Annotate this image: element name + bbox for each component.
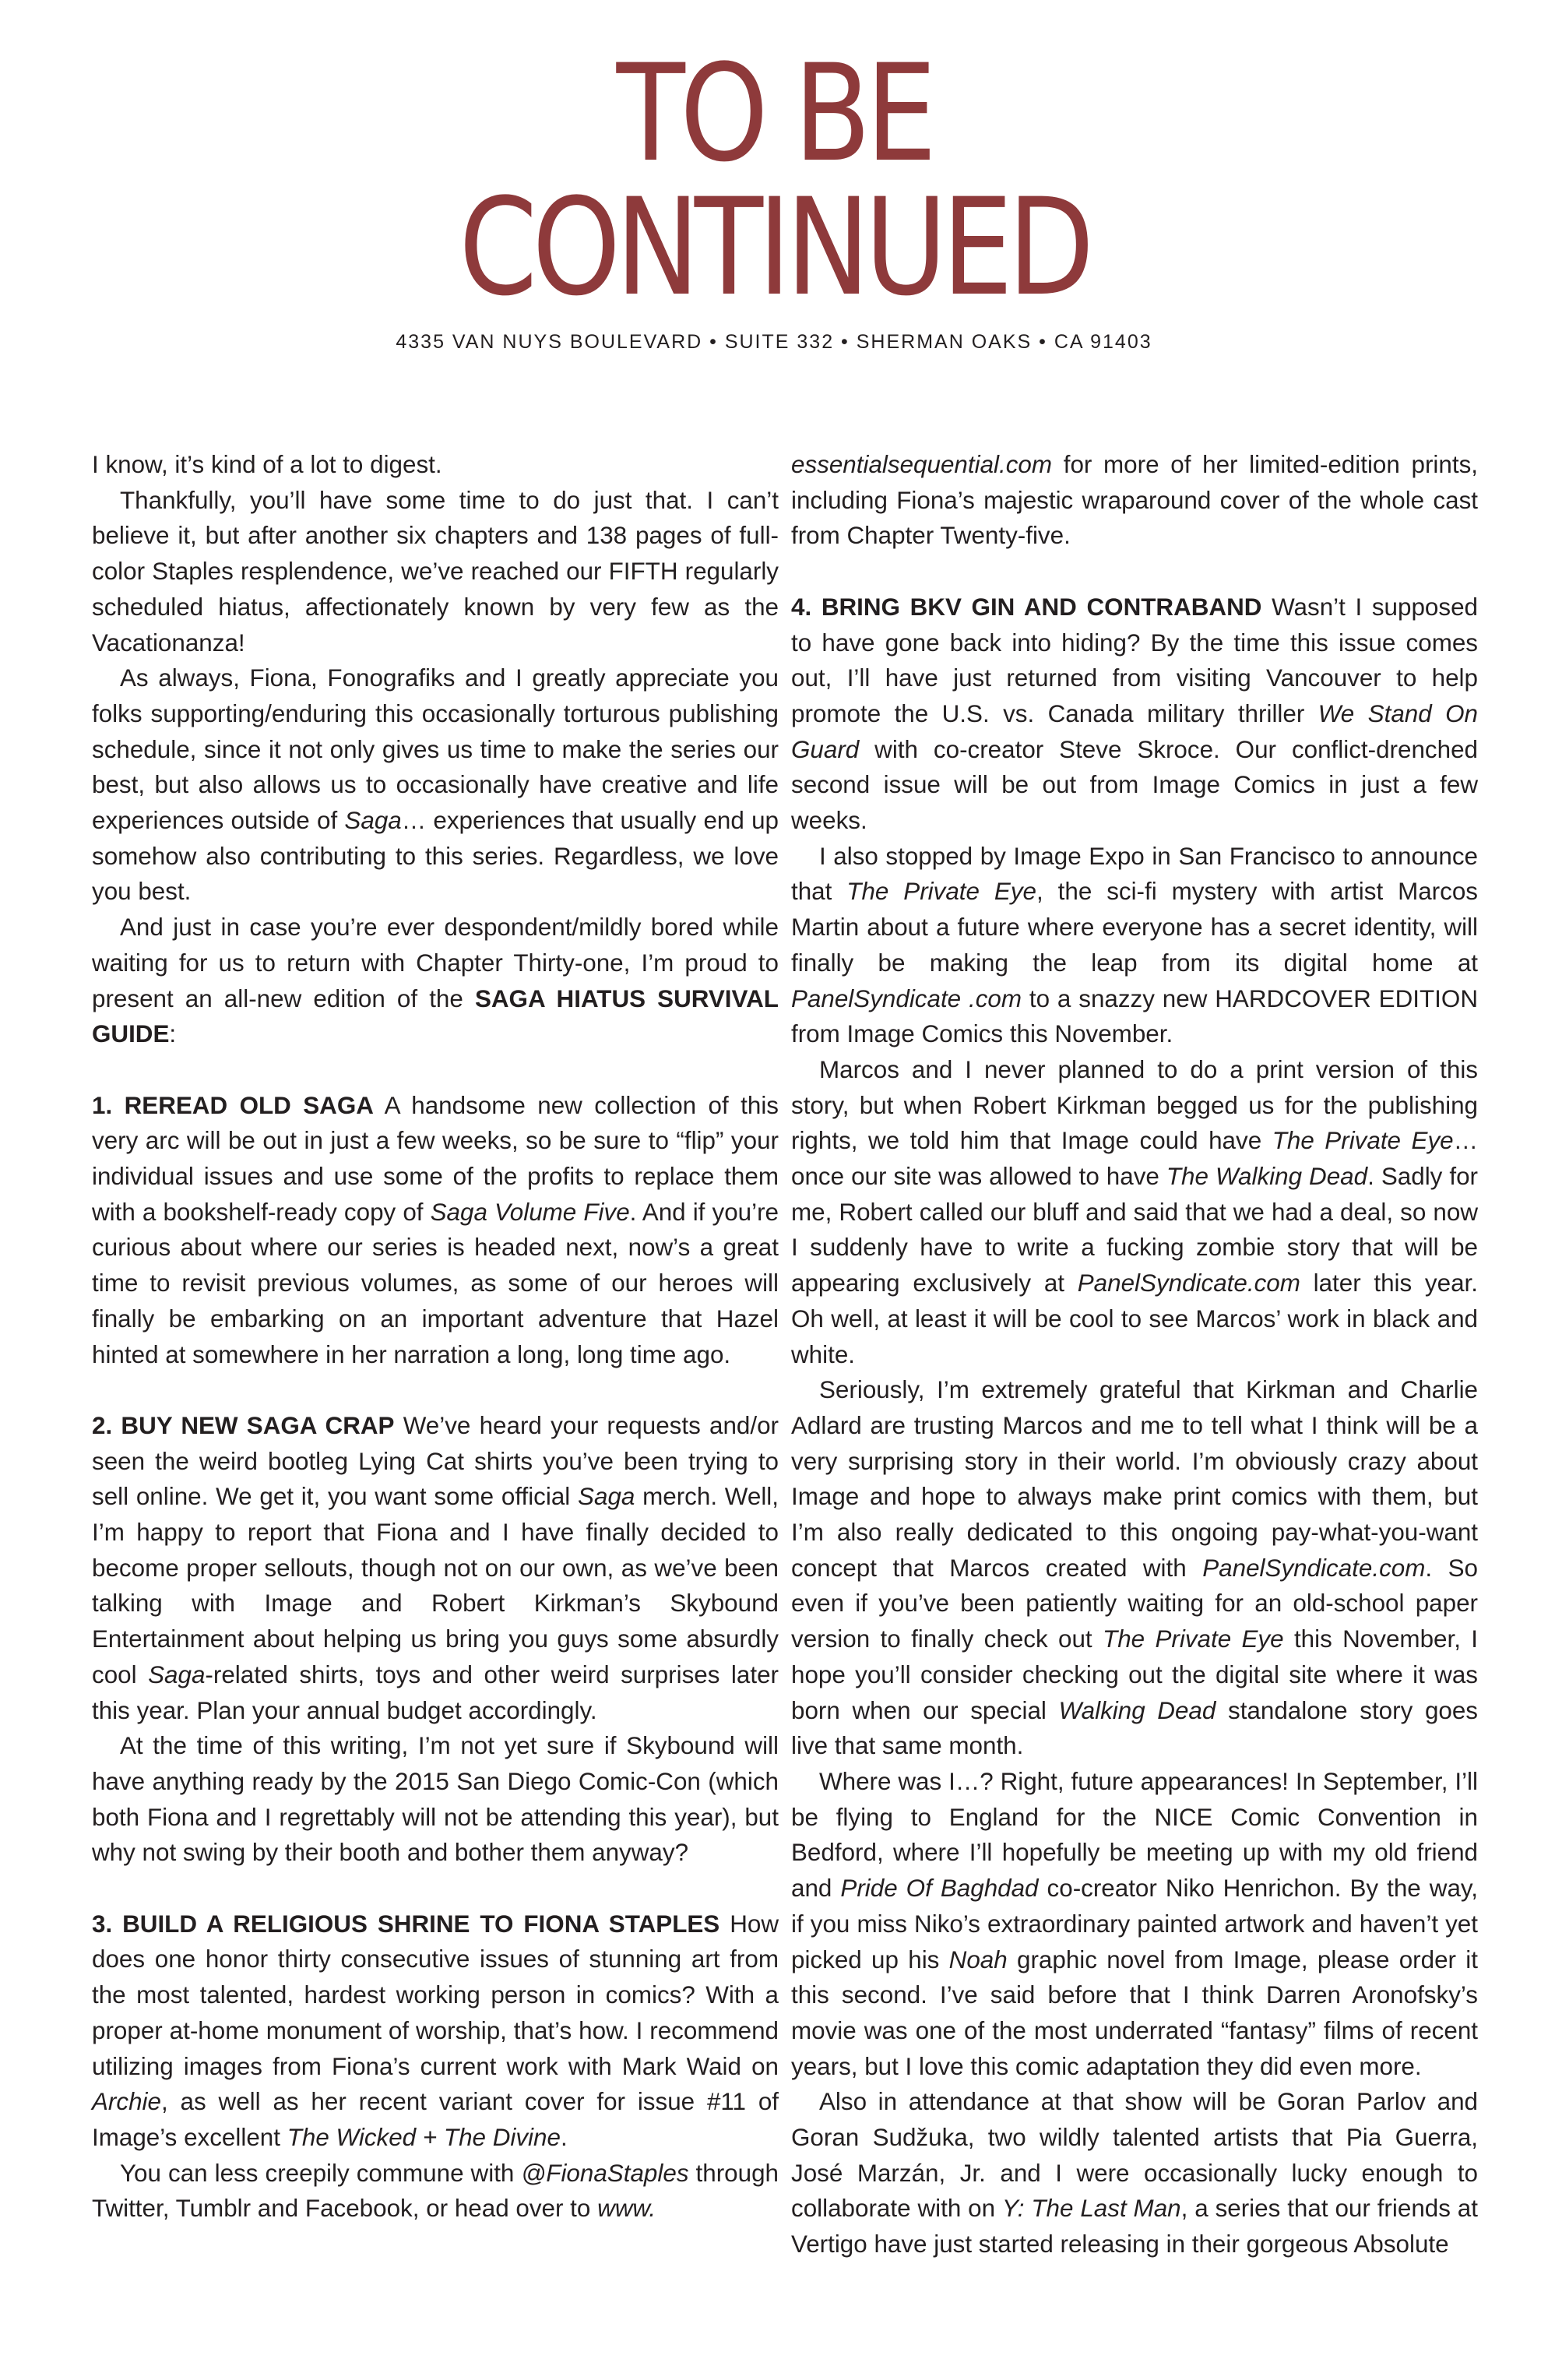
text: . Sadly for me, Robert called our bluff and said that we had a deal, so now I suddenly have to write a fucking zombie story that will be appearing exclusively at bbox=[791, 1163, 1479, 1297]
text: . And if you’re curious about where our series is headed next, now’s a great time to revisit previous volumes, as some of our heroes will finally be embarking on an important adventure that Hazel hinted at somewhere in her narration a long, long time ago. bbox=[92, 1198, 779, 1368]
text: later this year. Oh well, at least it will be cool to see Marcos’ work in black and white. bbox=[791, 1269, 1478, 1368]
text: standalone story goes live that same month. bbox=[791, 1696, 1479, 1760]
text: , a series that our friends at Vertigo have just started releasing in their gorgeous Absolute bbox=[791, 2195, 1478, 2259]
italic-text: Saga bbox=[578, 1483, 635, 1511]
paragraph-intro bbox=[92, 447, 779, 483]
bold-text: SAGA HIATUS SURVIVAL GUIDE bbox=[92, 984, 779, 1048]
paragraph bbox=[791, 1372, 1478, 1764]
right-column bbox=[791, 447, 1478, 2262]
text: We’ve heard your requests and/or seen the weird bootleg Lying Cat shirts you’ve been trying to sell online. We get it, you want some official bbox=[92, 1411, 779, 1511]
section-heading: 1. REREAD OLD SAGA bbox=[92, 1091, 374, 1119]
italic-text: Walking Dead bbox=[1058, 1696, 1216, 1724]
italic-text: We Stand On Guard bbox=[791, 699, 1479, 763]
text: . So even if you’ve been patiently waiting for an old-school paper version to finally check out bbox=[791, 1554, 1479, 1653]
italic-text: Saga bbox=[148, 1660, 206, 1688]
text: : bbox=[169, 1020, 177, 1048]
italic-text: Saga Volume Five bbox=[430, 1198, 630, 1226]
section-1 bbox=[92, 1088, 779, 1373]
paragraph bbox=[791, 839, 1478, 1052]
section-heading: 3. BUILD A RELIGIOUS SHRINE TO FIONA STAPLES bbox=[92, 1910, 720, 1938]
paragraph bbox=[791, 447, 1478, 554]
paragraph bbox=[92, 910, 779, 1052]
title-line-1: TO BE bbox=[616, 35, 932, 192]
paragraph bbox=[791, 1764, 1478, 2084]
section-heading: 2. BUY NEW SAGA CRAP bbox=[92, 1411, 395, 1439]
text: . bbox=[560, 2124, 568, 2151]
paragraph bbox=[92, 2156, 779, 2227]
italic-text: Pride Of Baghdad bbox=[840, 1875, 1039, 1903]
italic-text: The Private Eye bbox=[846, 878, 1036, 906]
italic-text: PanelSyndicate.com bbox=[1077, 1269, 1300, 1297]
text: How does one honor thirty consecutive issues of stunning art from the most talented, hardest working person in comics? With a proper at-home monument of worship, that’s how. I recommend utilizing images from Fiona’s current work with Mark Waid on bbox=[92, 1910, 779, 2080]
paragraph bbox=[791, 2084, 1478, 2262]
text: Where was I…? Right, future appearances! In September, I’ll be flying to England for the NICE Comic Convention in Bedford, where I’ll hopefully be meeting up with my old friend and bbox=[791, 1768, 1478, 1903]
italic-text: The Wicked + The Divine bbox=[287, 2124, 561, 2151]
text: through Twitter, Tumblr and Facebook, or head over to bbox=[92, 2159, 779, 2223]
text: As always, Fiona, Fonografiks and I greatly appreciate you folks supporting/enduring this occasionally torturous publishing schedule, since it not only gives us time to make the series our best, but also allows us to occasionally have creative and life experiences outside of bbox=[92, 664, 779, 835]
text: this November, I hope you’ll consider checking out the digital site where it was born when our special bbox=[791, 1625, 1478, 1724]
italic-text: The Private Eye bbox=[1272, 1127, 1454, 1155]
section-4 bbox=[791, 590, 1478, 839]
address-line: 4335 VAN NUYS BOULEVARD • SUITE 332 • SHERMAN OAKS • CA 91403 bbox=[396, 331, 1152, 353]
text: for more of her limited-edition prints, including Fiona’s majestic wraparound cover of the whole cast from Chapter Twenty-five. bbox=[791, 451, 1478, 550]
text: … once our site was allowed to have bbox=[791, 1127, 1478, 1191]
text: -related shirts, toys and other weird surprises later this year. Plan your annual budget accordingly. bbox=[92, 1660, 779, 1724]
text: Wasn’t I supposed to have gone back into hiding? By the time this issue comes out, I’ll have just returned from visiting Vancouver to help promote the U.S. vs. Canada military thriller bbox=[791, 593, 1479, 727]
text: , as well as her recent variant cover for issue #11 of Image’s excellent bbox=[92, 2088, 779, 2151]
section-heading: 4. BRING BKV GIN AND CONTRABAND bbox=[791, 593, 1262, 621]
title-line-2: CONTINUED bbox=[459, 169, 1089, 326]
text: graphic novel from Image, please order it this second. I’ve said before that I think Darren Aronofsky’s movie was one of the most underrated “fantasy” films of recent years, but I love this comic adaptation they did even more. bbox=[791, 1945, 1478, 2080]
text: … experiences that usually end up somehow also contributing to this series. Regardless, we love you best. bbox=[92, 807, 779, 906]
text: At the time of this writing, I’m not yet sure if Skybound will have anything ready by the 2015 San Diego Comic-Con (which both Fiona and I regrettably will not be attending this year), but why not swing by their booth and bother them anyway? bbox=[92, 1732, 779, 1867]
italic-text: Noah bbox=[948, 1945, 1008, 1973]
italic-text: @FionaStaples bbox=[521, 2159, 689, 2187]
text: co-creator Niko Henrichon. By the way, if you miss Niko’s extraordinary painted artwork and haven’t yet picked up his bbox=[791, 1875, 1478, 1973]
text: with co-creator Steve Skroce. Our conflict-drenched second issue will be out from Image Comics in just a few weeks. bbox=[791, 735, 1478, 835]
section-2 bbox=[92, 1408, 779, 1728]
italic-text: PanelSyndicate.com bbox=[1202, 1554, 1426, 1582]
italic-text: Saga bbox=[344, 807, 402, 835]
text: Also in attendance at that show will be Goran Parlov and Goran Sudžuka, two wildly talented artists that Pia Guerra, José Marzán, Jr. and I were occasionally lucky enough to collaborate with on bbox=[791, 2088, 1478, 2223]
text: And just in case you’re ever despondent/mildly bored while waiting for us to return with Chapter Thirty-one, I’m proud to present an all-new edition of the bbox=[92, 914, 779, 1012]
italic-text: www. bbox=[597, 2195, 656, 2223]
italic-text: The Walking Dead bbox=[1166, 1163, 1368, 1191]
text: Marcos and I never planned to do a print version of this story, but when Robert Kirkman begged us for the publishing rights, we told him that Image could have bbox=[791, 1055, 1478, 1155]
paragraph bbox=[92, 660, 779, 910]
italic-text: Archie bbox=[92, 2088, 161, 2116]
italic-text: The Private Eye bbox=[1103, 1625, 1284, 1653]
italic-text: essentialsequential.com bbox=[791, 451, 1053, 478]
paragraph bbox=[92, 483, 779, 661]
page-title bbox=[124, 35, 1424, 326]
italic-text: Y: The Last Man bbox=[1001, 2195, 1181, 2223]
text: I also stopped by Image Expo in San Francisco to announce that bbox=[791, 842, 1478, 906]
text: Thankfully, you’ll have some time to do just that. I can’t believe it, but after another six chapters and 138 pages of full-color Staples resplendence, we’ve reached our FIFTH regularly scheduled hiatus, affectionately known by very few as the Vacationanza! bbox=[92, 486, 779, 657]
section-3 bbox=[92, 1906, 779, 2156]
text: merch. Well, I’m happy to report that Fiona and I have finally decided to become proper sellouts, though not on our own, as we’ve been talking with Image and Robert Kirkman’s Skybound Entertainment about helping us bring you guys some absurdly cool bbox=[92, 1483, 779, 1688]
left-column bbox=[92, 447, 779, 2227]
text: A handsome new collection of this very arc will be out in just a few weeks, so be sure to “flip” your individual issues and use some of the profits to replace them with a bookshelf-ready copy of bbox=[92, 1091, 779, 1226]
text: I know, it’s kind of a lot to digest. bbox=[92, 451, 442, 478]
text: Seriously, I’m extremely grateful that Kirkman and Charlie Adlard are trusting Marcos and me to tell what I think will be a very surprising story in their world. I’m obviously crazy about Image and hope to always make print comics with them, but I’m also really dedicated to this ongoing pay-what-you-want concept that Marcos created with bbox=[791, 1376, 1478, 1582]
paragraph bbox=[791, 1052, 1478, 1372]
text: , the sci-fi mystery with artist Marcos Martin about a future where everyone has a secret identity, will finally be making the leap from its digital home at bbox=[791, 878, 1478, 977]
text: to a snazzy new HARDCOVER EDITION from Image Comics this November. bbox=[791, 984, 1478, 1048]
text: You can less creepily commune with bbox=[120, 2159, 522, 2187]
paragraph bbox=[92, 1728, 779, 1871]
italic-text: PanelSyndicate .com bbox=[791, 984, 1022, 1012]
